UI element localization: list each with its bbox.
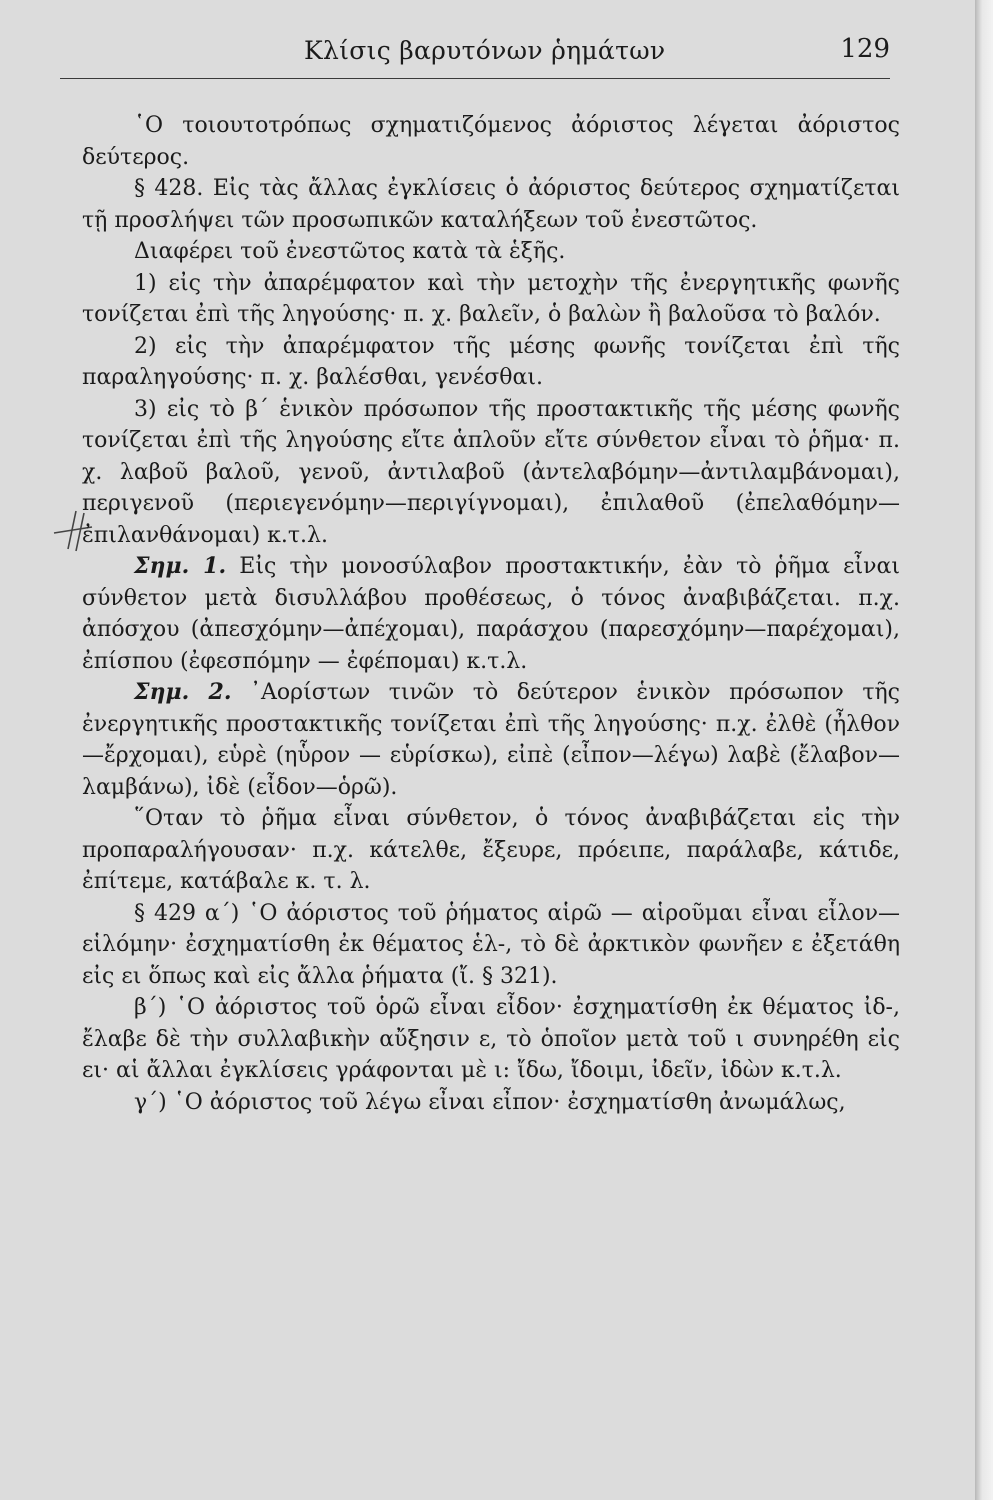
list-item-2: 2) εἰς τὴν ἀπαρέμφατον τῆς μέσης φωνῆς τονίζεται ἐπὶ τῆς παραληγούσης· π. χ. βαλέσθαι, γενέσθαι. (82, 333, 900, 390)
list-item-3: 3) εἰς τὸ β΄ ἑνικὸν πρόσωπον τῆς προστακτικῆς τῆς μέσης φωνῆς τονίζεται ἐπὶ τῆς ληγούσης εἴτε ἁπλοῦν εἴτε σύνθετον εἶναι τὸ ῥῆμα· π. χ. λαβοῦ βαλοῦ, γενοῦ, ἀντιλαβοῦ (ἀντελαβόμην—ἀντιλαμβάνομαι), περιγενοῦ (περιεγενόμην—περιγίγνομαι), ἐπιλαθοῦ (ἐπελαθόμην—ἐπιλανθάνομαι) κ.τ.λ. (82, 396, 900, 548)
running-title: Κλίσις βαρυτόνων ῥημάτων (304, 36, 666, 65)
paragraph: ῾Ο τοιουτοτρόπως σχηματιζόμενος ἀόριστος λέγεται ἀόριστος δεύτερος. (82, 113, 900, 170)
note-label: Σημ. 2. (134, 679, 232, 705)
page-edge (975, 0, 993, 1500)
paragraph-429b: β΄) ῾Ο ἀόριστος τοῦ ὁρῶ εἶναι εἶδον· ἐσχηματίσθη ἐκ θέματος ἰδ-, ἔλαβε δὲ τὴν συλλαβικὴν αὔξησιν ε, τὸ ὁποῖον μετὰ τοῦ ι συνηρέθη εἰς ει· αἱ ἄλλαι ἐγκλίσεις γράφονται μὲ ι: ἴδω, ἴδοιμι, ἰδεῖν, ἰδὼν κ.τ.λ. (82, 995, 900, 1083)
paragraph: ῞Οταν τὸ ῥῆμα εἶναι σύνθετον, ὁ τόνος ἀναβιβάζεται εἰς τὴν προπαραλήγουσαν· π.χ. κάτελθε, ἔξευρε, πρόειπε, παράλαβε, κάτιδε, ἐπίτεμε, κατάβαλε κ. τ. λ. (82, 806, 900, 894)
page-body (82, 110, 900, 1118)
paragraph: Διαφέρει τοῦ ἐνεστῶτος κατὰ τὰ ἑξῆς. (134, 239, 566, 264)
page-number: 129 (840, 34, 890, 64)
note-2 (82, 677, 900, 803)
note-text: Εἰς τὴν μονοσύλαβον προστακτικήν, ἐὰν τὸ ῥῆμα εἶναι σύνθετον μετὰ δισυλλάβου προθέσεως, ὁ τόνος ἀναβιβάζεται. π.χ. ἀπόσχου (ἀπεσχόμην—ἀπέχομαι), παράσχου (παρεσχόμην—παρέχομαι), ἐπίσπου (ἐφεσπόμην — ἐφέπομαι) κ.τ.λ. (82, 554, 900, 674)
note-1 (82, 551, 900, 677)
note-label: Σημ. 1. (134, 553, 227, 579)
header-rule (60, 78, 890, 79)
list-item-1: 1) εἰς τὴν ἀπαρέμφατον καὶ τὴν μετοχὴν τῆς ἐνεργητικῆς φωνῆς τονίζεται ἐπὶ τῆς ληγούσης· π. χ. βαλεῖν, ὁ βαλὼν ἢ βαλοῦσα τὸ βαλόν. (82, 270, 900, 327)
page-header (60, 30, 890, 70)
note-text: ᾿Αορίστων τινῶν τὸ δεύτερον ἑνικὸν πρόσωπον τῆς ἐνεργητικῆς προστακτικῆς τονίζεται ἐπὶ τῆς ληγούσης· π.χ. ἐλθὲ (ἦλθον—ἔρχομαι), εὑρὲ (ηὗρον — εὑρίσκω), εἰπὲ (εἶπον—λέγω) λαβὲ (ἔλαβον—λαμβάνω), ἰδὲ (εἶδον—ὁρῶ). (82, 680, 901, 800)
paragraph-429a: § 429 α΄) ῾Ο ἀόριστος τοῦ ῥήματος αἱρῶ — αἱροῦμαι εἶναι εἷλον—εἱλόμην· ἐσχηματίσθη ἐκ θέματος ἑλ-, τὸ δὲ ἀρκτικὸν φωνῆεν ε ἐξετάθη εἰς ει ὅπως καὶ εἰς ἄλλα ῥήματα (ἴ. § 321). (82, 900, 900, 989)
paragraph-428: § 428. Εἰς τὰς ἄλλας ἐγκλίσεις ὁ ἀόριστος δεύτερος σχηματίζεται τῇ προσλήψει τῶν προσωπικῶν καταλήξεων τοῦ ἐνεστῶτος. (82, 176, 900, 233)
paragraph-429c: γ΄) ῾Ο ἀόριστος τοῦ λέγω εἶναι εἶπον· ἐσχηματίσθη ἀνωμάλως, (134, 1089, 846, 1115)
